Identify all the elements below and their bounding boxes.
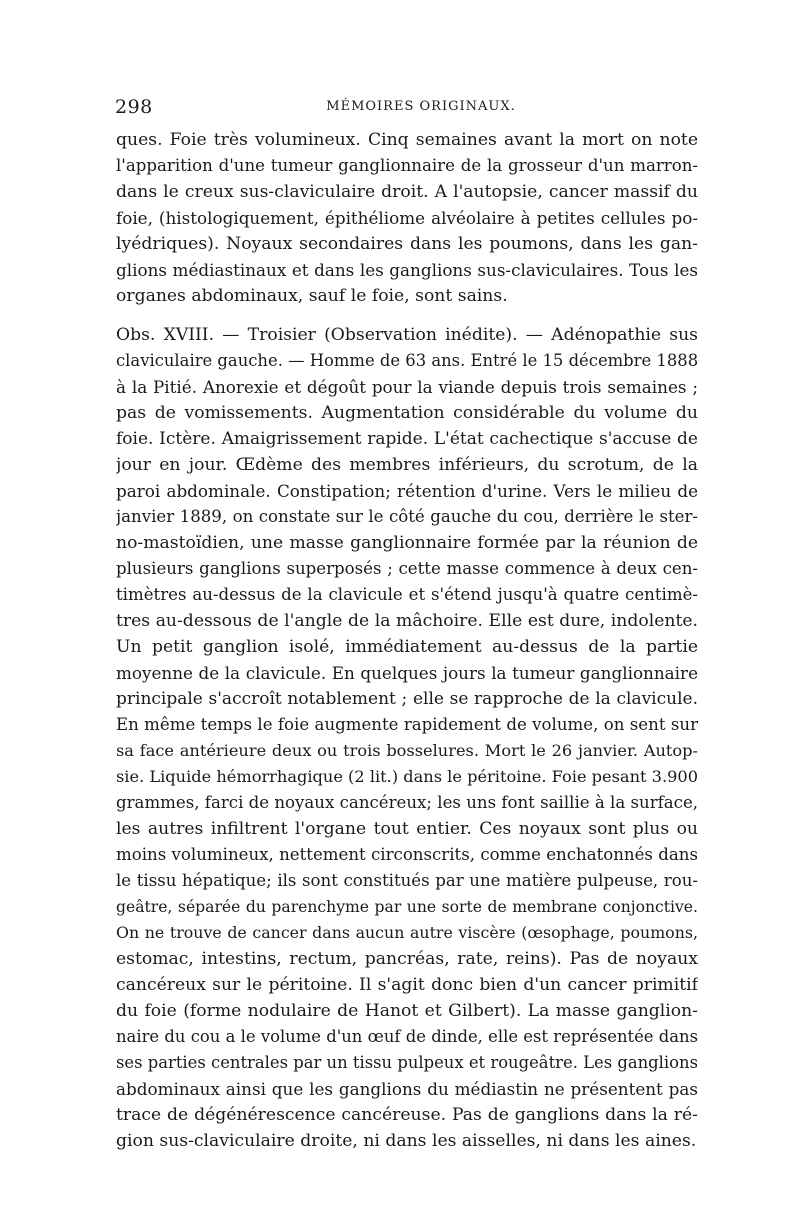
text-line: naire du cou a le volume d'un œuf de dinde, elle est représentée dans (116, 1027, 698, 1046)
text-line: moins volumineux, nettement circonscrits, comme enchatonnés dans (116, 845, 698, 864)
text-line: plusieurs ganglions superposés ; cette masse commence à deux cen- (116, 559, 698, 578)
text-line: organes abdominaux, sauf le foie, sont sains. (116, 286, 508, 306)
text-line: le tissu hépatique; ils sont constitués par une matière pulpeuse, rou- (116, 871, 698, 890)
running-head: MÉMOIRES ORIGINAUX. (326, 99, 516, 114)
text-line: ques. Foie très volumineux. Cinq semaines avant la mort on note (116, 130, 698, 150)
text-line: estomac, intestins, rectum, pancréas, rate, reins). Pas de noyaux (116, 949, 698, 969)
text-line: tres au-dessous de l'angle de la mâchoire. Elle est dure, indolente. (116, 611, 698, 631)
paragraph-spacer (116, 309, 698, 322)
text-line: abdominaux ainsi que les ganglions du médiastin ne présentent pas (116, 1079, 698, 1099)
text-line: geâtre, séparée du parenchyme par une sorte de membrane conjonctive. (116, 898, 698, 916)
body-text (116, 127, 698, 1154)
text-line: trace de dégénérescence cancéreuse. Pas de ganglions dans la ré- (116, 1105, 698, 1125)
text-line: En même temps le foie augmente rapidement de volume, on sent sur (116, 715, 698, 734)
text-line: grammes, farci de noyaux cancéreux; les uns font saillie à la surface, (116, 793, 698, 812)
text-line: les autres infiltrent l'organe tout entier. Ces noyaux sont plus ou (116, 819, 698, 839)
text-line: claviculaire gauche. — Homme de 63 ans. Entré le 15 décembre 1888 (116, 351, 698, 370)
text-line: Un petit ganglion isolé, immédiatement au-dessus de la partie (116, 637, 698, 657)
text-line: foie, (histologiquement, épithéliome alvéolaire à petites cellules po- (116, 208, 698, 228)
text-line: Obs. XVIII. — Troisier (Observation inédite). — Adénopathie sus (116, 325, 698, 345)
text-line: ses parties centrales par un tissu pulpeux et rougeâtre. Les ganglions (116, 1053, 698, 1072)
text-line: gion sus-claviculaire droite, ni dans les aisselles, ni dans les aines. (116, 1131, 697, 1151)
page-number: 298 (115, 96, 153, 118)
text-line: pas de vomissements. Augmentation considérable du volume du (116, 403, 698, 423)
text-line: jour en jour. Œdème des membres inférieurs, du scrotum, de la (116, 455, 698, 475)
text-line: dans le creux sus-claviculaire droit. A l'autopsie, cancer massif du (116, 182, 698, 202)
text-line: janvier 1889, on constate sur le côté gauche du cou, derrière le ster- (116, 507, 698, 526)
text-line: moyenne de la clavicule. En quelques jours la tumeur ganglionnaire (116, 663, 698, 683)
text-line: lyédriques). Noyaux secondaires dans les poumons, dans les gan- (116, 234, 698, 254)
text-line: no-mastoïdien, une masse ganglionnaire formée par la réunion de (116, 533, 698, 553)
paragraph-case-summary (116, 127, 698, 309)
text-line: foie. Ictère. Amaigrissement rapide. L'état cachectique s'accuse de (116, 429, 698, 449)
text-line: sie. Liquide hémorrhagique (2 lit.) dans le péritoine. Foie pesant 3.900 (116, 767, 698, 786)
text-line: à la Pitié. Anorexie et dégoût pour la viande depuis trois semaines ; (116, 377, 698, 397)
text-line: cancéreux sur le péritoine. Il s'agit donc bien d'un cancer primitif (116, 975, 698, 995)
text-line: principale s'accroît notablement ; elle se rapproche de la clavicule. (116, 689, 698, 709)
text-line: paroi abdominale. Constipation; rétention d'urine. Vers le milieu de (116, 481, 698, 501)
text-line: l'apparition d'une tumeur ganglionnaire de la grosseur d'un marron- (116, 156, 698, 175)
text-line: glions médiastinaux et dans les ganglions sus-claviculaires. Tous les (116, 260, 698, 280)
text-line: du foie (forme nodulaire de Hanot et Gilbert). La masse ganglion- (116, 1001, 698, 1021)
text-line: On ne trouve de cancer dans aucun autre viscère (œsophage, poumons, (116, 923, 698, 942)
page-header (115, 96, 697, 120)
text-line: sa face antérieure deux ou trois bosselures. Mort le 26 janvier. Autop- (116, 741, 698, 760)
paragraph-observation-xviii (116, 322, 698, 1154)
text-line: timètres au-dessus de la clavicule et s'étend jusqu'à quatre centimè- (116, 585, 698, 604)
